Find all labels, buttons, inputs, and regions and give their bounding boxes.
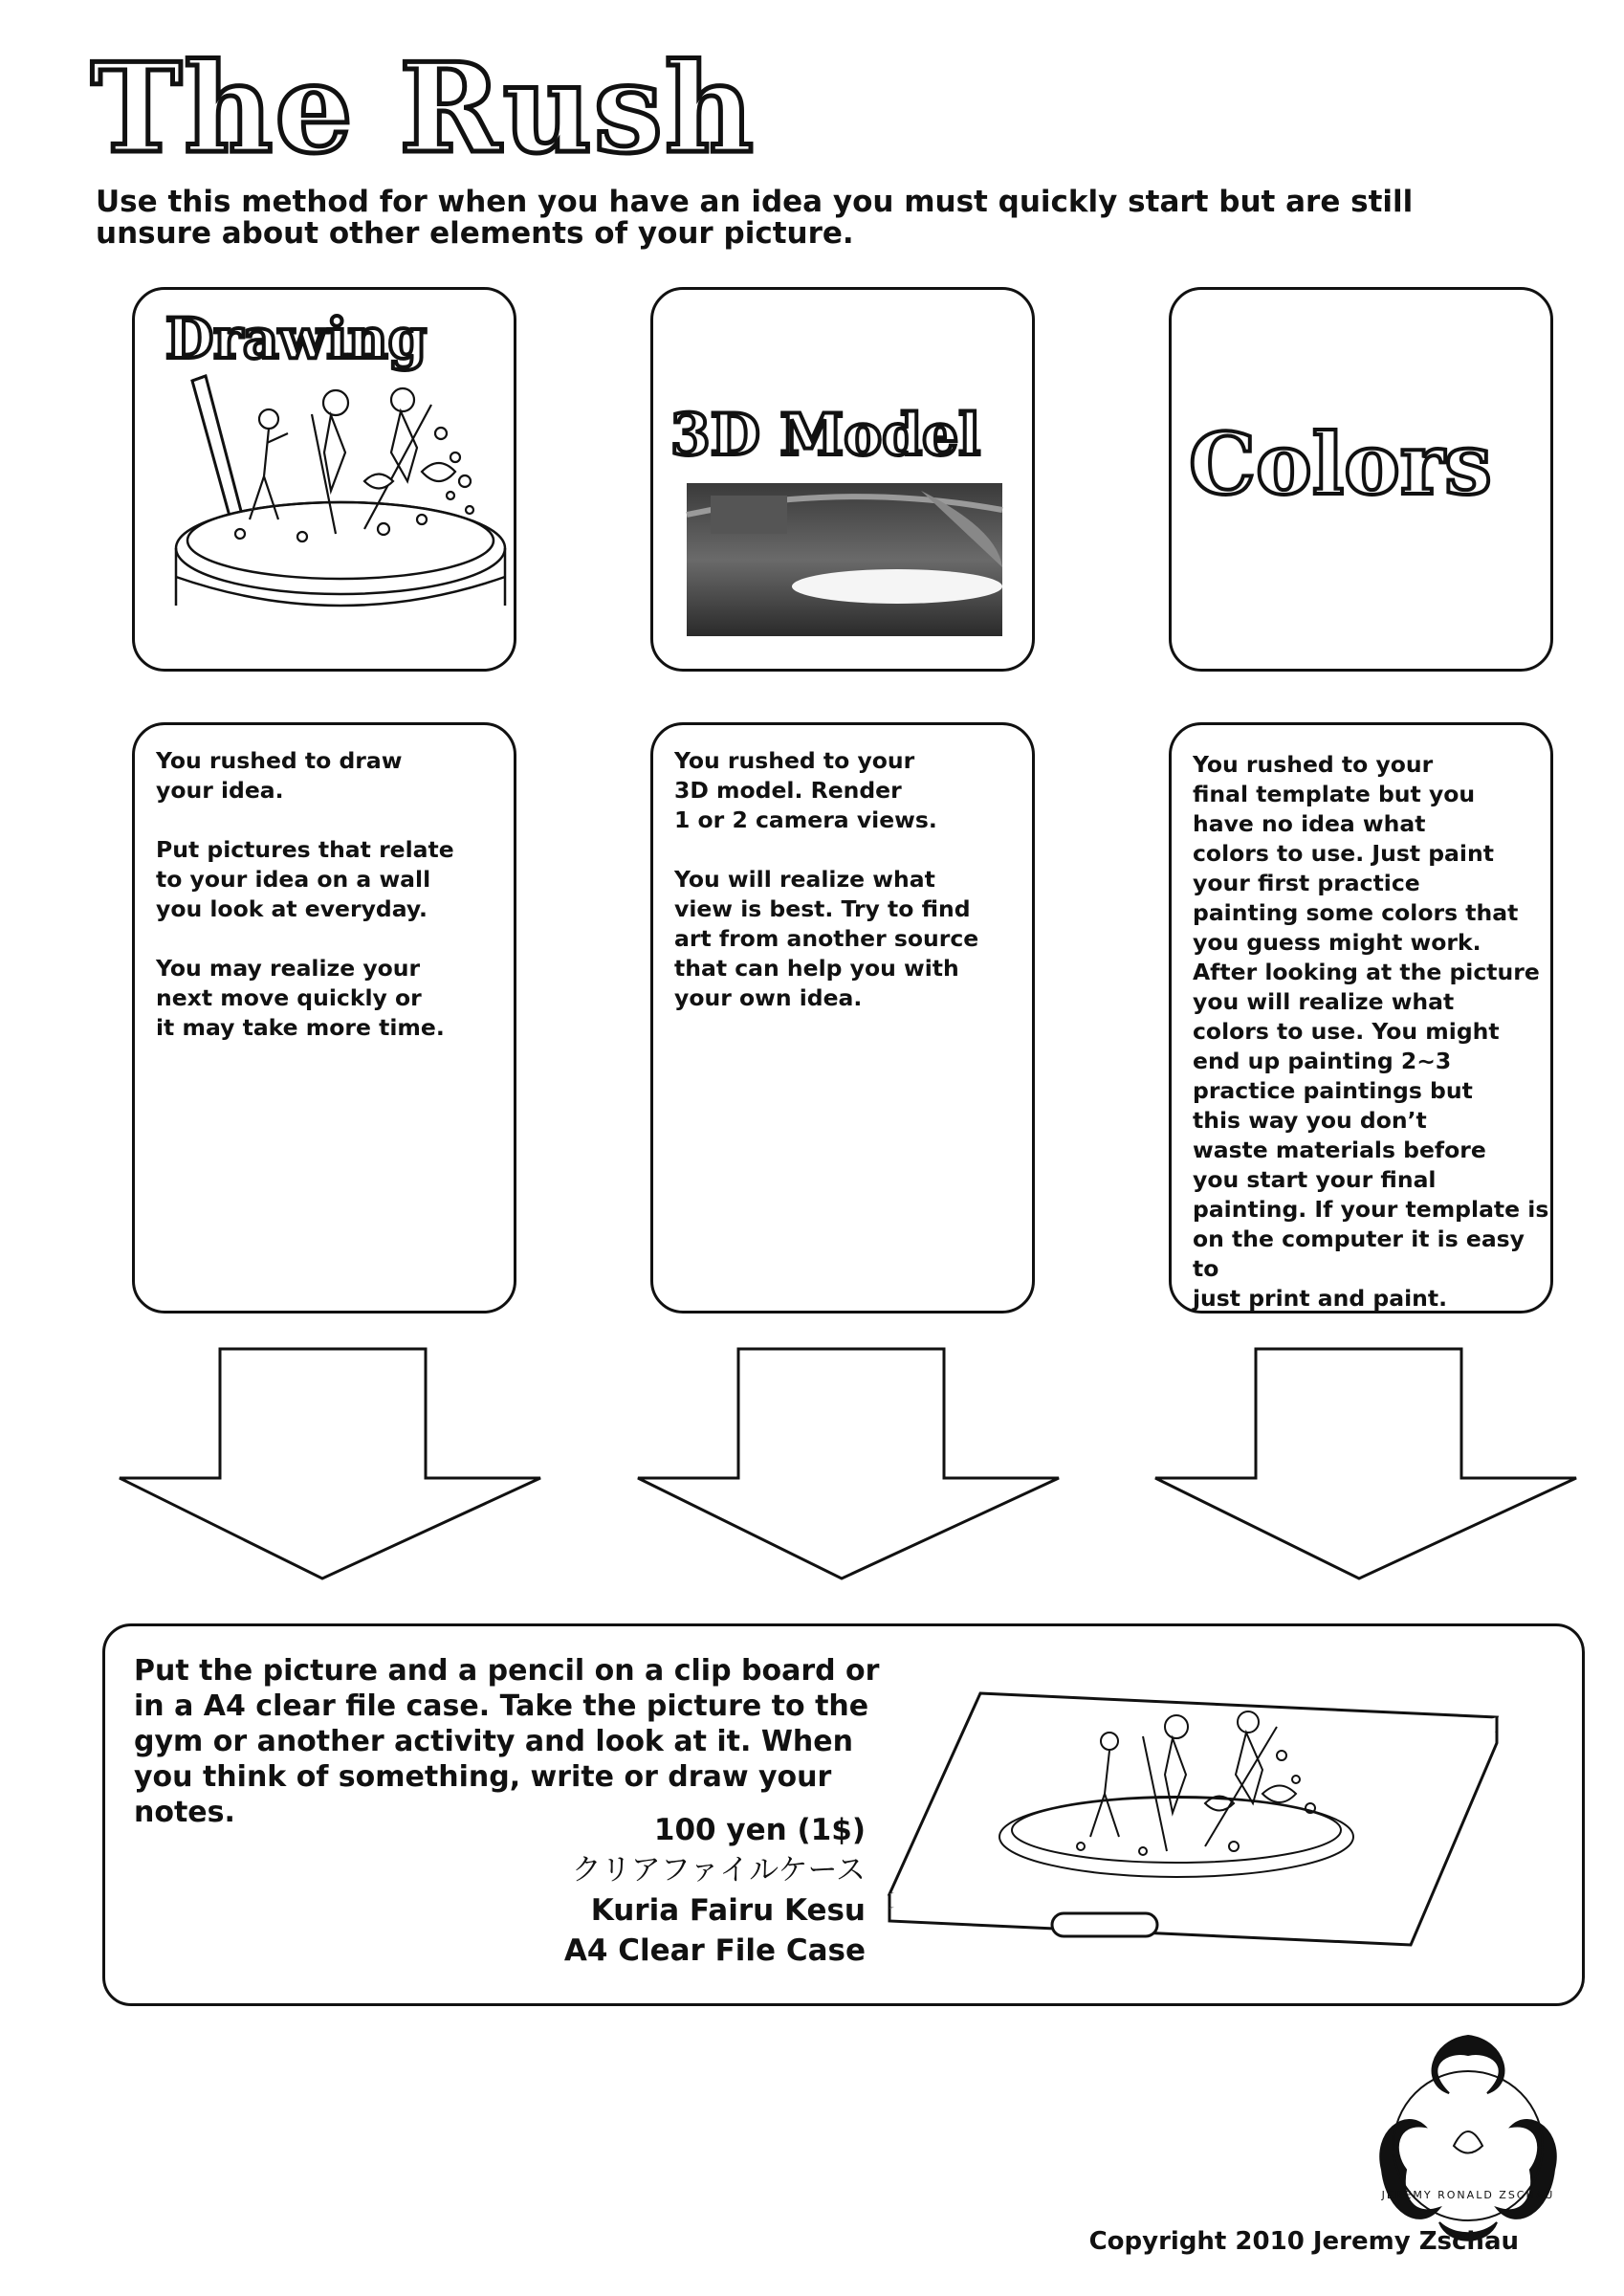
price-block (478, 1811, 866, 1983)
3d-model-description: You rushed to your 3D model. Render 1 or 2 camera views. You will realize what view is best. Try to find art from another source that can help you with your own idea. (674, 747, 979, 1011)
clear-file-case-illustration (889, 1674, 1482, 1980)
jrz-logo (1363, 2026, 1573, 2256)
arrows-row (0, 1339, 1624, 1588)
colors-label: Colors (1189, 414, 1492, 514)
down-arrow-icon (638, 1349, 1059, 1578)
drawing-sketch-illustration (135, 290, 519, 674)
drawing-text-box (132, 722, 516, 1314)
page-title: The Rush (91, 37, 756, 181)
english-name: A4 Clear File Case (563, 1933, 866, 1968)
down-arrow-icon (120, 1349, 540, 1578)
colors-text-box (1169, 722, 1553, 1314)
colors-image-box (1169, 287, 1553, 672)
japanese-name: クリアファイルケース (571, 1853, 866, 1888)
pencil-icon (192, 376, 242, 534)
logo-swirl-icon (1380, 2036, 1556, 2241)
3d-render-image (653, 290, 1038, 674)
price: 100 yen (1$) (653, 1813, 866, 1847)
drawing-label: Drawing (165, 306, 428, 371)
colors-description: You rushed to your final template but you have no idea what colors to use. Just paint your first practice painting some colors that you guess might work. After looking at the picture you will realize what colors to use. You might end up painting 2~3 practice paintings but this way you don’t waste materials before you start your final painting. If your template is on the computer it is easy to just print and paint. (1193, 751, 1549, 1312)
3d-model-label: 3D Model (670, 402, 981, 469)
3d-model-text-box (650, 722, 1035, 1314)
romaji-name: Kuria Fairu Kesu (590, 1893, 866, 1928)
intro-text: Use this method for when you have an idea you must quickly start but are still unsure about other elements of your picture. (96, 185, 1414, 251)
copyright: Copyright 2010 Jeremy Zschau (1088, 2227, 1519, 2256)
3d-model-image-box (650, 287, 1035, 672)
drawing-description: You rushed to draw your idea. Put pictures that relate to your idea on a wall you look at everyday. You may realize your next move quickly or it may take more time. (156, 747, 454, 1041)
drawing-image-box (132, 287, 516, 672)
pool-sketch (176, 502, 505, 606)
logo-text: JEREMY RONALD ZSCHAU (1381, 2189, 1555, 2201)
down-arrow-icon (1155, 1349, 1576, 1578)
clear-file-instructions: Put the picture and a pencil on a clip board or in a A4 clear file case. Take the picture to the gym or another activity and look at it. When you think of something, write or draw your notes. (134, 1654, 880, 1829)
